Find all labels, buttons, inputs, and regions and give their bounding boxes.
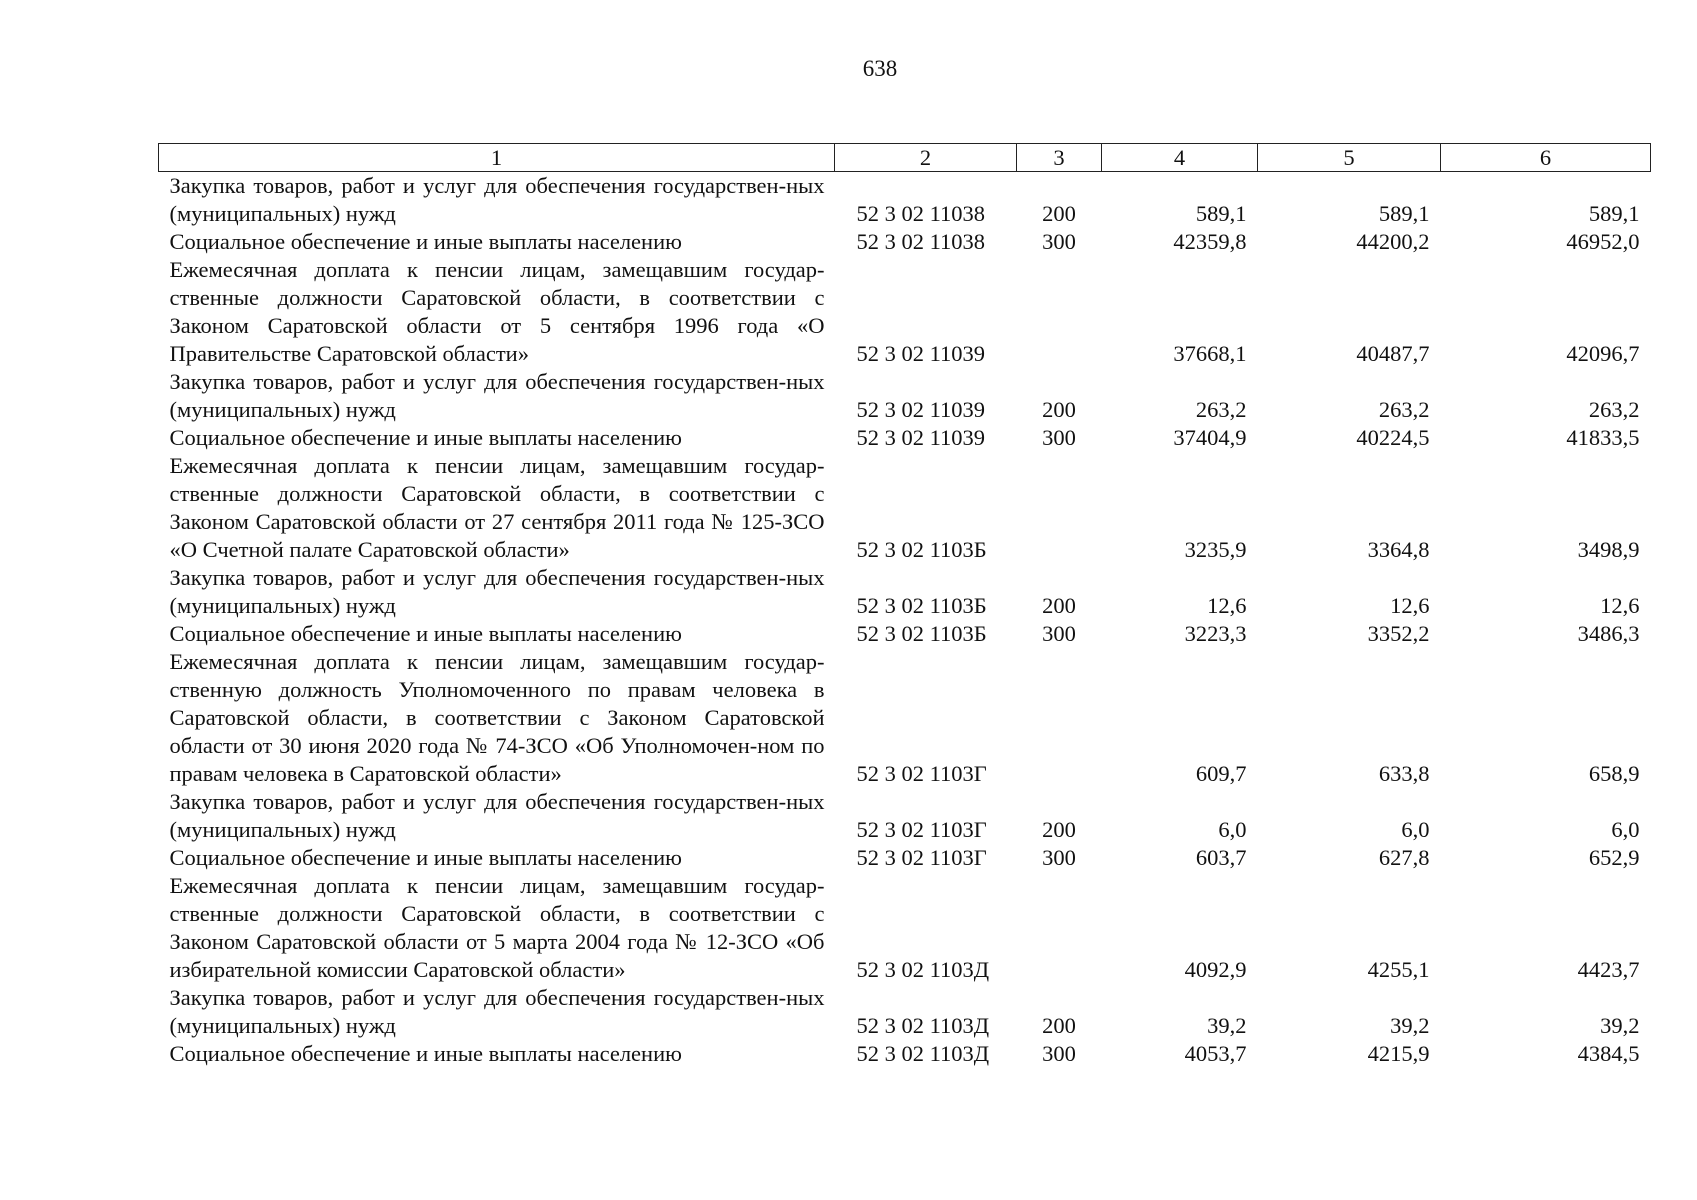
value-col-4: 37668,1 xyxy=(1173,341,1247,366)
target-article-code: 52 3 02 1103Г xyxy=(856,761,987,786)
row-description: Социальное обеспечение и иные выплаты населению xyxy=(169,229,682,254)
table-row xyxy=(159,368,1651,424)
row-description: Социальное обеспечение и иные выплаты населению xyxy=(169,621,682,646)
expense-type-code: 200 xyxy=(1042,397,1076,422)
row-description: Социальное обеспечение и иные выплаты населению xyxy=(169,1041,682,1066)
target-article-code: 52 3 02 1103Д xyxy=(856,1013,990,1038)
target-article-code: 52 3 02 1103Г xyxy=(856,845,987,870)
table-row xyxy=(159,620,1651,648)
value-col-6: 658,9 xyxy=(1588,761,1640,786)
header-row xyxy=(159,144,1651,172)
table-row xyxy=(159,424,1651,452)
value-col-4: 4092,9 xyxy=(1184,957,1247,982)
target-article-code: 52 3 02 1103Д xyxy=(856,957,990,982)
value-col-5: 633,8 xyxy=(1378,761,1430,786)
value-col-6: 6,0 xyxy=(1611,817,1640,842)
value-col-6: 41833,5 xyxy=(1566,425,1640,450)
expense-type-code xyxy=(1017,872,1102,984)
expense-type-code: 200 xyxy=(1042,1013,1076,1038)
table-row xyxy=(159,228,1651,256)
table-row xyxy=(159,844,1651,872)
value-col-4: 3223,3 xyxy=(1184,621,1247,646)
table-row xyxy=(159,872,1651,984)
row-description: Закупка товаров, работ и услуг для обеспечения государствен-ных (муниципальных) нужд xyxy=(169,565,825,618)
target-article-code: 52 3 02 11038 xyxy=(856,201,986,226)
header-col-5: 5 xyxy=(1258,144,1441,172)
value-col-5: 40224,5 xyxy=(1356,425,1430,450)
value-col-6: 3498,9 xyxy=(1577,537,1640,562)
row-description: Социальное обеспечение и иные выплаты населению xyxy=(169,425,682,450)
expense-type-code: 200 xyxy=(1042,201,1076,226)
target-article-code: 52 3 02 1103Г xyxy=(856,817,987,842)
value-col-5: 40487,7 xyxy=(1356,341,1430,366)
value-col-4: 603,7 xyxy=(1195,845,1247,870)
expense-type-code: 300 xyxy=(1042,425,1076,450)
expense-type-code: 300 xyxy=(1042,229,1076,254)
value-col-6: 652,9 xyxy=(1588,845,1640,870)
value-col-6: 42096,7 xyxy=(1566,341,1640,366)
value-col-5: 4255,1 xyxy=(1367,957,1430,982)
expense-type-code: 200 xyxy=(1042,817,1076,842)
row-description: Социальное обеспечение и иные выплаты населению xyxy=(169,845,682,870)
target-article-code: 52 3 02 11039 xyxy=(856,425,986,450)
row-description: Ежемесячная доплата к пенсии лицам, замещавшим государ-ственные должности Саратовской области, в соответствии с Законом Саратовской области от 5 марта 2004 года № 12-ЗСО «Об избирательной комиссии Саратовской области» xyxy=(169,873,825,982)
value-col-5: 627,8 xyxy=(1378,845,1430,870)
page-number: 638 xyxy=(862,56,898,81)
value-col-4: 609,7 xyxy=(1195,761,1247,786)
value-col-4: 3235,9 xyxy=(1184,537,1247,562)
value-col-5: 44200,2 xyxy=(1356,229,1430,254)
target-article-code: 52 3 02 1103Д xyxy=(856,1041,990,1066)
table-row xyxy=(159,564,1651,620)
value-col-6: 3486,3 xyxy=(1577,621,1640,646)
header-col-2: 2 xyxy=(835,144,1017,172)
table-body xyxy=(159,172,1651,1069)
target-article-code: 52 3 02 1103Б xyxy=(856,537,987,562)
row-description: Закупка товаров, работ и услуг для обеспечения государствен-ных (муниципальных) нужд xyxy=(169,985,825,1038)
expense-type-code: 300 xyxy=(1042,1041,1076,1066)
header-col-6: 6 xyxy=(1441,144,1651,172)
value-col-6: 4423,7 xyxy=(1577,957,1640,982)
target-article-code: 52 3 02 1103Б xyxy=(856,593,987,618)
value-col-4: 37404,9 xyxy=(1173,425,1247,450)
target-article-code: 52 3 02 11038 xyxy=(856,229,986,254)
value-col-6: 4384,5 xyxy=(1577,1041,1640,1066)
table-row xyxy=(159,172,1651,229)
row-description: Ежемесячная доплата к пенсии лицам, замещавшим государ-ственную должность Уполномоченного по правам человека в Саратовской области, в соответствии с Законом Саратовской области от 30 июня 2020 года № 74-ЗСО «Об Уполномочен-ном по правам человека в Саратовской области» xyxy=(169,649,825,786)
value-col-5: 39,2 xyxy=(1390,1013,1430,1038)
value-col-6: 263,2 xyxy=(1588,397,1640,422)
expense-type-code: 200 xyxy=(1042,593,1076,618)
value-col-5: 3364,8 xyxy=(1367,537,1430,562)
expense-type-code: 300 xyxy=(1042,621,1076,646)
value-col-4: 589,1 xyxy=(1195,201,1247,226)
table-header xyxy=(159,144,1651,172)
table-row xyxy=(159,984,1651,1040)
value-col-4: 4053,7 xyxy=(1184,1041,1247,1066)
table-row xyxy=(159,1040,1651,1068)
table-row xyxy=(159,648,1651,788)
value-col-4: 263,2 xyxy=(1195,397,1247,422)
value-col-4: 42359,8 xyxy=(1173,229,1247,254)
header-col-1: 1 xyxy=(159,144,835,172)
value-col-5: 589,1 xyxy=(1378,201,1430,226)
row-description: Закупка товаров, работ и услуг для обеспечения государствен-ных (муниципальных) нужд xyxy=(169,173,825,226)
row-description: Закупка товаров, работ и услуг для обеспечения государствен-ных (муниципальных) нужд xyxy=(169,789,825,842)
expense-type-code xyxy=(1017,648,1102,788)
table-row xyxy=(159,452,1651,564)
expense-type-code xyxy=(1017,452,1102,564)
expense-type-code: 300 xyxy=(1042,845,1076,870)
row-description: Закупка товаров, работ и услуг для обеспечения государствен-ных (муниципальных) нужд xyxy=(169,369,825,422)
expense-type-code xyxy=(1017,256,1102,368)
table-row xyxy=(159,256,1651,368)
value-col-6: 12,6 xyxy=(1600,593,1640,618)
target-article-code: 52 3 02 11039 xyxy=(856,397,986,422)
header-col-3: 3 xyxy=(1017,144,1102,172)
row-description: Ежемесячная доплата к пенсии лицам, замещавшим государ-ственные должности Саратовской области, в соответствии с Законом Саратовской области от 5 сентября 1996 года «О Правительстве Саратовской области» xyxy=(169,257,825,366)
value-col-4: 39,2 xyxy=(1207,1013,1247,1038)
target-article-code: 52 3 02 1103Б xyxy=(856,621,987,646)
value-col-5: 12,6 xyxy=(1390,593,1430,618)
table-row xyxy=(159,788,1651,844)
value-col-5: 263,2 xyxy=(1378,397,1430,422)
target-article-code: 52 3 02 11039 xyxy=(856,341,986,366)
value-col-6: 589,1 xyxy=(1588,201,1640,226)
value-col-5: 4215,9 xyxy=(1367,1041,1430,1066)
row-description: Ежемесячная доплата к пенсии лицам, замещавшим государ-ственные должности Саратовской области, в соответствии с Законом Саратовской области от 27 сентября 2011 года № 125-ЗСО «О Счетной палате Саратовской области» xyxy=(169,453,825,562)
value-col-6: 39,2 xyxy=(1600,1013,1640,1038)
value-col-4: 12,6 xyxy=(1207,593,1247,618)
header-col-4: 4 xyxy=(1102,144,1258,172)
budget-table xyxy=(158,143,1651,1068)
value-col-5: 3352,2 xyxy=(1367,621,1430,646)
value-col-5: 6,0 xyxy=(1401,817,1430,842)
value-col-4: 6,0 xyxy=(1218,817,1247,842)
value-col-6: 46952,0 xyxy=(1566,229,1640,254)
